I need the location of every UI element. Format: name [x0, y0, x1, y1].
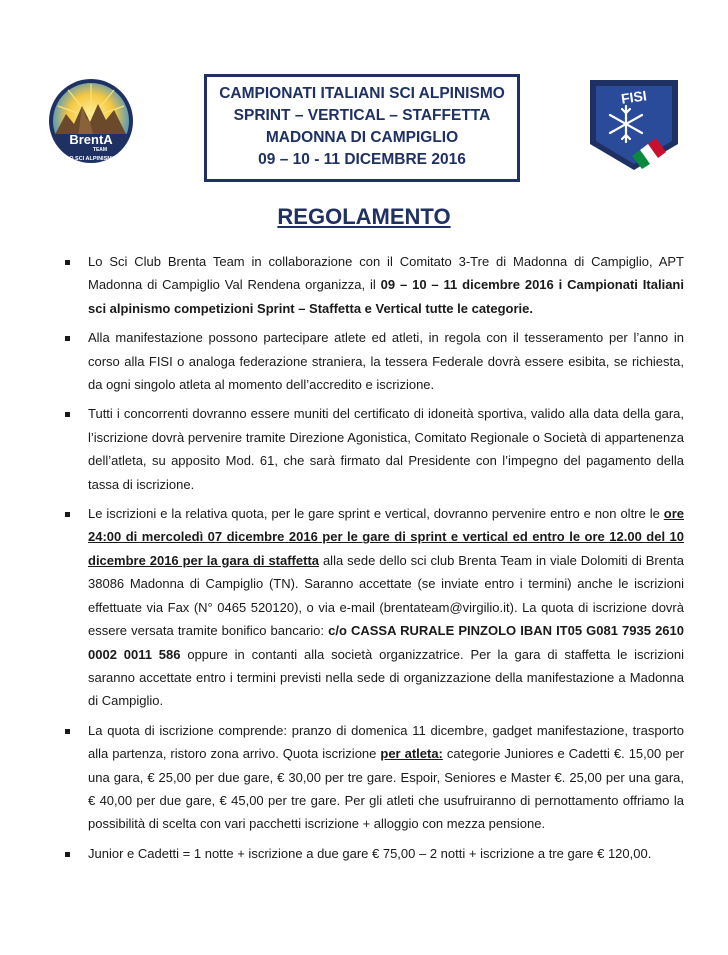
- heading-container: [0, 204, 728, 230]
- fisi-logo: [590, 80, 678, 170]
- rule-paragraph-3: [88, 402, 684, 496]
- rule-5-text-a: La quota di iscrizione comprende: pranzo di domenica 11 dicembre, gadget manifestazione, trasporto alla partenza, ristoro zona arrivo. Quota iscrizione: [88, 722, 684, 762]
- title-line-2: SPRINT – VERTICAL – STAFFETTA: [233, 107, 491, 124]
- rule-4-text-b: alla sede dello sci club Brenta Team in viale Dolomiti di Brenta 38086 Madonna di Campiglio (TN). Saranno accettate (se inviate entro i termini) anche le iscrizioni effettuate via Fax (N° 0465 520120), o via e-mail (brentateam@virgilio.it). La quota di iscrizione dovrà essere versata tramite bonifico bancario:: [88, 552, 684, 639]
- rule-4-deadline: ore 24:00 di mercoledì 07 dicembre 2016 per le gare di sprint e vertical ed entro le ore 12.00 del 10 dicembre 2016 per la gara di staffetta: [88, 506, 684, 568]
- rule-4-iban: c/o CASSA RURALE PINZOLO IBAN IT05 G081 7935 2610 0002 0011 586: [88, 623, 684, 662]
- rule-paragraph-4: [88, 502, 684, 713]
- logo-brenta-text: BrentA: [69, 132, 113, 147]
- rule-5-text-b: categorie Juniores e Cadetti €. 15,00 per una gara, € 25,00 per due gare, € 30,00 per tre gare. Espoir, Seniores e Master €. 25,00 per una gara, € 40,00 per due gare, € 45,00 per tre gare. Per gli atleti che usufruiranno di pernottamento offriamo la possibilità di scelta con vari pacchetti iscrizione + alloggio con mezza pensione.: [88, 746, 684, 832]
- brenta-team-logo: [48, 78, 134, 164]
- rule-5-per-athlete: per atleta:: [380, 746, 443, 762]
- rule-paragraph-1: [88, 250, 684, 320]
- rules-list: [88, 250, 684, 871]
- title-line-4: 09 – 10 - 11 DICEMBRE 2016: [258, 151, 466, 168]
- title-box: [204, 74, 520, 182]
- title-line-3: MADONNA DI CAMPIGLIO: [265, 129, 459, 146]
- logo-ring-text: LO SCI ALPINISMO: [65, 156, 117, 162]
- rule-1-bold: 09 – 10 – 11 dicembre 2016 i Campionati Italiani sci alpinismo competizioni Sprint – Staffetta e Vertical tutte le categorie.: [88, 277, 684, 316]
- logo-team-text: TEAM: [92, 147, 108, 153]
- rule-4-text-c: oppure in contanti alla società organizzatrice. Per la gara di staffetta le iscrizioni saranno accettate entro i termini previsti nella sede di organizzazione della manifestazione a Madonna di Campiglio.: [88, 646, 684, 709]
- rule-paragraph-5: [88, 719, 684, 836]
- rule-4-text-a: Le iscrizioni e la relativa quota, per le gare sprint e vertical, dovranno pervenire entro e non oltre le: [88, 506, 664, 522]
- rule-6-text: Junior e Cadetti = 1 notte + iscrizione a due gare € 75,00 – 2 notti + iscrizione a tre gare € 120,00.: [88, 845, 652, 861]
- rule-paragraph-2: [88, 326, 684, 396]
- rule-3-text: Tutti i concorrenti dovranno essere muniti del certificato di idoneità sportiva, valido alla data della gara, l’iscrizione dovrà pervenire tramite Direzione Agonistica, Comitato Regionale o Società di appartenenza dell’atleta, su apposito Mod. 61, che sarà firmato dal Presidente con l’impegno del pagamento della tassa di iscrizione.: [88, 406, 684, 492]
- rule-paragraph-6: [88, 842, 684, 865]
- page-heading: REGOLAMENTO: [277, 204, 451, 229]
- title-line-1: CAMPIONATI ITALIANI SCI ALPINISMO: [219, 85, 505, 102]
- rule-2-text: Alla manifestazione possono partecipare atlete ed atleti, in regola con il tesseramento per l’anno in corso alla FISI o analoga federazione straniera, la tessera Federale dovrà essere esibita, se richiesta, da ogni singolo atleta al momento dell’accredito e iscrizione.: [88, 330, 684, 393]
- fisi-text: FISI: [620, 87, 648, 107]
- rule-1-text: Lo Sci Club Brenta Team in collaborazione con il Comitato 3-Tre di Madonna di Campiglio, APT Madonna di Campiglio Val Rendena organizza, il: [88, 254, 684, 293]
